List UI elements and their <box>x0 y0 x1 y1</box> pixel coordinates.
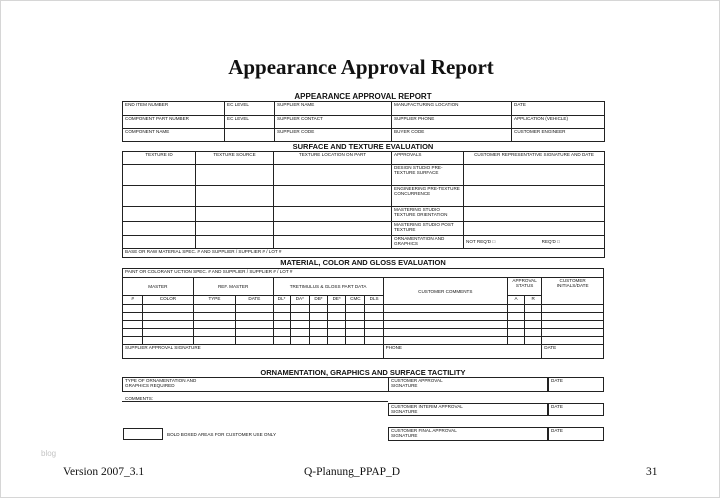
ornamentation-section-title: ORNAMENTATION, GRAPHICS AND SURFACE TACTILITY <box>260 368 466 377</box>
approval-design-studio: DESIGN STUDIO PRE-TEXTURE SURFACE <box>392 165 464 186</box>
final-date-box[interactable] <box>548 427 604 441</box>
comments-label: COMMENTS: <box>125 396 154 401</box>
reqd-checkbox[interactable]: REQ'D □ <box>541 239 560 244</box>
page-title: Appearance Approval Report <box>228 55 494 79</box>
col-da: DA* <box>290 296 309 305</box>
interim-approval-box[interactable] <box>388 403 548 416</box>
date-field[interactable]: DATE <box>542 345 604 359</box>
application-label: APPLICATION (VEHICLE) <box>512 116 605 129</box>
date-label: DATE <box>512 102 605 116</box>
base-material-note: BASE OR RAW MATERIAL SPEC. # AND SUPPLIER / SUPPLIER # / LOT # <box>123 249 605 258</box>
col-type: TYPE <box>193 296 235 305</box>
bold-boxed-note: BOLD BOXED AREAS FOR CUSTOMER USE ONLY <box>167 432 277 437</box>
date-label: DATE <box>551 404 563 409</box>
req-checkbox-cell[interactable] <box>464 236 605 249</box>
customer-approval-signature-box[interactable] <box>388 377 548 392</box>
ec-level-label-2: EC LEVEL <box>225 116 275 129</box>
col-cmc: CMC <box>346 296 365 305</box>
signature-cell[interactable] <box>464 165 605 186</box>
col-number: # <box>123 296 143 305</box>
customer-comments-header: CUSTOMER COMMENTS <box>383 278 507 305</box>
col-de: DE* <box>328 296 346 305</box>
header-table <box>122 101 605 142</box>
customer-rep-header: CUSTOMER REPRESENTATIVE SIGNATURE AND DATE <box>464 152 605 165</box>
col-r: R <box>525 296 542 305</box>
texture-id-header: TEXTURE ID <box>123 152 196 165</box>
surface-section-title: SURFACE AND TEXTURE EVALUATION <box>292 142 434 151</box>
watermark: blog <box>41 449 57 458</box>
signature-cell[interactable] <box>464 222 605 236</box>
footer-page-number: 31 <box>646 466 658 478</box>
material-table <box>122 268 604 359</box>
approval-mastering-post: MASTERING STUDIO POST TEXTURE <box>392 222 464 236</box>
texture-source-header: TEXTURE SOURCE <box>196 152 274 165</box>
supplier-code-label: SUPPLIER CODE <box>275 129 392 142</box>
form-title: APPEARANCE APPROVAL REPORT <box>294 92 432 101</box>
surface-table <box>122 151 605 258</box>
approval-ornamentation: ORNAMENTATION AND GRAPHICS <box>392 236 464 249</box>
final-approval-box[interactable] <box>388 427 548 441</box>
type-of-ornamentation-label: TYPE OF ORNAMENTATION AND GRAPHICS REQUIRED <box>125 378 197 388</box>
colorant-spec-note: PAINT OR COLORANT UCTION SPEC. # AND SUPPLIER / SUPPLIER # / LOT # <box>123 269 604 278</box>
component-part-number-label: COMPONENT PART NUMBER <box>123 116 225 129</box>
customer-engineer-label: CUSTOMER ENGINEER <box>512 129 605 142</box>
approval-mastering-orientation: MASTERING STUDIO TEXTURE ORIENTATION <box>392 207 464 222</box>
end-item-number-label: END ITEM NUMBER <box>123 102 225 116</box>
master-header: MASTER <box>123 278 194 296</box>
footer-doc-name: Q-Planung_PPAP_D <box>304 466 401 478</box>
ec-level-label: EC LEVEL <box>225 102 275 116</box>
final-approval-label: CUSTOMER FINAL APPROVAL SIGNATURE <box>391 428 457 438</box>
col-dl: DL* <box>273 296 290 305</box>
material-section-title: MATERIAL, COLOR AND GLOSS EVALUATION <box>280 258 446 267</box>
col-color: COLOR <box>143 296 194 305</box>
part-data-header: TRETIMULUS & GLOSS PART DATA <box>273 278 383 296</box>
approval-engineering: ENGINEERING PRE-TEXTURE CONCURRENCE <box>392 186 464 207</box>
not-reqd-checkbox[interactable]: NOT REQ'D □ <box>466 239 496 244</box>
supplier-name-label: SUPPLIER NAME <box>275 102 392 116</box>
empty-cell <box>225 129 275 142</box>
texture-location-header: TEXTURE LOCATION ON PART <box>274 152 392 165</box>
buyer-code-label: BUYER CODE <box>392 129 512 142</box>
approvals-header: APPROVALS <box>392 152 464 165</box>
customer-initials-header: CUSTOMER INITIALS/DATE <box>542 278 604 305</box>
approval-status-header: APPROVAL STATUS <box>507 278 541 296</box>
col-a: A <box>507 296 524 305</box>
ref-master-header: REF. MASTER <box>193 278 273 296</box>
col-db: DB* <box>309 296 327 305</box>
customer-approval-signature-label: CUSTOMER APPROVAL SIGNATURE <box>391 378 443 388</box>
interim-date-box[interactable] <box>548 403 604 416</box>
signature-cell[interactable] <box>464 186 605 207</box>
col-date: DATE <box>236 296 273 305</box>
date-label: DATE <box>551 378 563 383</box>
supplier-phone-label: SUPPLIER PHONE <box>392 116 512 129</box>
supplier-approval-signature[interactable]: SUPPLIER APPROVAL SIGNATURE <box>123 345 384 359</box>
approval-form <box>122 90 604 443</box>
comments-line <box>122 401 388 402</box>
interim-approval-label: CUSTOMER INTERIM APPROVAL SIGNATURE <box>391 404 463 414</box>
bold-boxed-example <box>123 428 163 440</box>
col-dls: DLS <box>365 296 383 305</box>
date-label: DATE <box>551 428 563 433</box>
phone-field[interactable]: PHONE <box>383 345 542 359</box>
footer-version: Version 2007_3.1 <box>63 466 145 478</box>
manufacturing-location-label: MANUFACTURING LOCATION <box>392 102 512 116</box>
component-name-label: COMPONENT NAME <box>123 129 225 142</box>
signature-cell[interactable] <box>464 207 605 222</box>
supplier-contact-label: SUPPLIER CONTACT <box>275 116 392 129</box>
customer-approval-date-box[interactable] <box>548 377 604 392</box>
